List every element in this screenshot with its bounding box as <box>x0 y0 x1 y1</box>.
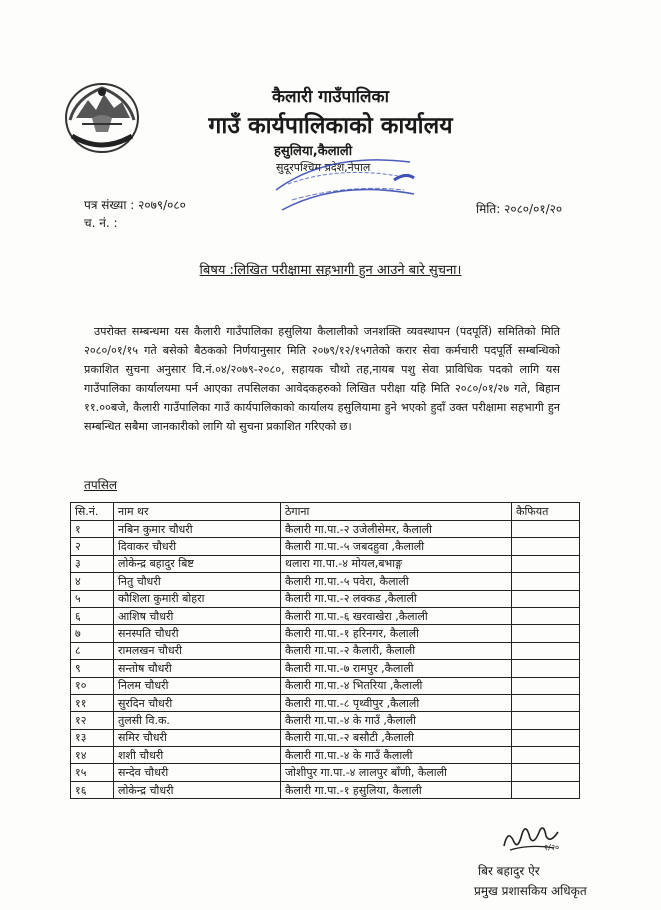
notice-body <box>84 322 560 436</box>
row-address: कैलारी गा.पा.-७ रामपुर ,कैलाली <box>281 660 512 677</box>
letter-date: मिति: २०८०/०१/२० <box>476 202 563 216</box>
row-name: सन्तोष चौधरी <box>114 660 281 677</box>
row-address: कैलारी गा.पा.-२ कैलारी, कैलाली <box>281 642 512 659</box>
row-name: सन्देव चौधरी <box>114 764 281 781</box>
row-remarks <box>512 729 580 746</box>
municipality-name: कैलारी गाउँपालिका <box>272 87 389 107</box>
row-remarks <box>512 747 580 764</box>
row-serial: ५ <box>71 590 114 607</box>
table-row <box>71 590 580 607</box>
row-address: कैलारी गा.पा.-२ लक्कड ,कैलाली <box>281 590 512 607</box>
handwritten-signature <box>500 816 562 856</box>
signatory-title: प्रमुख प्रशासकिय अधिकृत <box>474 884 587 898</box>
row-name: लोकेन्द्र चौधरी <box>114 781 281 798</box>
row-serial: १३ <box>71 729 114 746</box>
row-serial: ७ <box>71 625 114 642</box>
row-address: कैलारी गा.पा.-२ बसौटी ,कैलाली <box>281 729 512 746</box>
row-name: दिवाकर चौधरी <box>114 538 281 555</box>
signatory-name: बिर बहादुर ऐर <box>478 864 540 878</box>
header-address: ठेगाना <box>281 503 512 521</box>
table-row <box>71 764 580 781</box>
row-remarks <box>512 607 580 624</box>
row-name: सुरदिन चौधरी <box>114 694 281 711</box>
schedule-heading: तपसिल <box>84 478 118 492</box>
table-body <box>71 521 580 799</box>
row-serial: ११ <box>71 694 114 711</box>
row-remarks <box>512 642 580 659</box>
table-row <box>71 555 580 572</box>
table-row <box>71 607 580 624</box>
row-serial: ६ <box>71 607 114 624</box>
row-serial: ८ <box>71 642 114 659</box>
row-remarks <box>512 660 580 677</box>
row-serial: १२ <box>71 712 114 729</box>
row-name: लोकेन्द्र बहादुर बिष्ट <box>114 555 281 572</box>
table-row <box>71 781 580 798</box>
row-remarks <box>512 677 580 694</box>
row-remarks <box>512 712 580 729</box>
row-name: आशिष चौधरी <box>114 607 281 624</box>
table-row <box>71 694 580 711</box>
row-name: रामलखन चौधरी <box>114 642 281 659</box>
table-row <box>71 521 580 538</box>
office-location: हसुलिया,कैलाली <box>274 144 353 159</box>
row-serial: १४ <box>71 747 114 764</box>
notice-body-text: उपरोक्त सम्बन्धमा यस कैलारी गाउँपालिका हसुलिया कैलालीको जनशक्ति व्यवस्थापन (पदपूर्ति) समितिको मिति २०८०/०१/१५ गते बसेको बैठकको निर्णयानुसार मिति २०७९/१२/१५गतेको करार सेवा कर्मचारी पदपूर्ति सम्बन्धिको प्रकाशित सुचना अनुसार वि.नं.०४/२०७९-२०८०, सहायक चौथो तह,नायब पशु सेवा प्राविधिक पदको लागि यस गाउँपालिका कार्यालयमा पर्न आएका तपसिलका आवेदकहरुको लिखित परीक्षा यहि मिति २०८०/०१/२७ गते, बिहान ११.००बजे, कैलारी गाउँपालिका गाउँ कार्यपालिकाको कार्यालय हसुलियामा हुने भएको हुदाँ उक्त परीक्षामा सहभागी हुन सम्बन्धित सबैमा जानकारीको लागि यो सुचना प्रकाशित गरिएको छ। <box>84 325 560 433</box>
table-row <box>71 677 580 694</box>
table-row <box>71 573 580 590</box>
row-remarks <box>512 538 580 555</box>
row-address: कैलारी गा.पा.-२ उजेलीसेमर, कैलाली <box>281 521 512 538</box>
row-name: कौशिला कुमारी बोहरा <box>114 590 281 607</box>
row-name: सनस्पति चौधरी <box>114 625 281 642</box>
row-name: शशी चौधरी <box>114 747 281 764</box>
row-address: कैलारी गा.पा.-५ जबदहुवा ,कैलाली <box>281 538 512 555</box>
row-address: कैलारी गा.पा.-८ पृथ्वीपुर ,कैलाली <box>281 694 512 711</box>
table-row <box>71 660 580 677</box>
row-serial: २ <box>71 538 114 555</box>
row-remarks <box>512 625 580 642</box>
row-address: कैलारी गा.पा.-४ के गाउँ कैलाली <box>281 747 512 764</box>
row-remarks <box>512 694 580 711</box>
row-remarks <box>512 555 580 572</box>
row-name: नितु चौधरी <box>114 573 281 590</box>
row-remarks <box>512 590 580 607</box>
row-address: कैलारी गा.पा.-६ खरवाखेरा ,कैलाली <box>281 607 512 624</box>
subject-text: बिषय :लिखित परीक्षामा सहभागी हुन आउने बारे सुचना। <box>199 263 462 278</box>
row-remarks <box>512 764 580 781</box>
table-row <box>71 712 580 729</box>
row-serial: १५ <box>71 764 114 781</box>
row-serial: ३ <box>71 555 114 572</box>
row-address: थलारा गा.पा.-४ मोयल,बभाङ्ग <box>281 555 512 572</box>
table-row <box>71 538 580 555</box>
header-serial: सि.नं. <box>71 503 114 521</box>
table-row <box>71 642 580 659</box>
row-remarks <box>512 781 580 798</box>
row-serial: १० <box>71 677 114 694</box>
letter-number: पत्र संख्या : २०७९/०८० <box>84 198 186 212</box>
row-remarks <box>512 573 580 590</box>
table-row <box>71 625 580 642</box>
subject-line <box>0 260 661 278</box>
row-address: कैलारी गा.पा.-१ हरिनगर, कैलाली <box>281 625 512 642</box>
office-name: गाउँ कार्यपालिकाको कार्यालय <box>208 113 453 139</box>
row-address: कैलारी गा.पा.-१ हसुलिया, कैलाली <box>281 781 512 798</box>
row-serial: १ <box>71 521 114 538</box>
header-remarks: कैफियत <box>512 503 580 521</box>
province-name: सुदूरपश्चिम प्रदेश,नेपाल <box>276 161 371 174</box>
row-address: जोशीपुर गा.पा.-४ लालपुर बाँणी, कैलाली <box>281 764 512 781</box>
row-name: तुलसी वि.क. <box>114 712 281 729</box>
dispatch-number: च. नं. : <box>84 216 118 230</box>
table-row <box>71 729 580 746</box>
row-name: नबिन कुमार चौधरी <box>114 521 281 538</box>
row-serial: ९ <box>71 660 114 677</box>
header-name: नाम थर <box>114 503 281 521</box>
svg-text:१/२०: १/२० <box>544 843 560 852</box>
row-name: निलम चौधरी <box>114 677 281 694</box>
row-address: कैलारी गा.पा.-५ पवेरा, कैलाली <box>281 573 512 590</box>
office-stamp-icon <box>268 150 418 222</box>
row-serial: १६ <box>71 781 114 798</box>
candidates-table <box>70 502 580 799</box>
row-serial: ४ <box>71 573 114 590</box>
row-remarks <box>512 521 580 538</box>
table-header-row <box>71 503 580 521</box>
row-address: कैलारी गा.पा.-४ भितरिया ,कैलाली <box>281 677 512 694</box>
table-row <box>71 747 580 764</box>
row-name: समिर चौधरी <box>114 729 281 746</box>
row-address: कैलारी गा.पा.-४ के गाउँ ,कैलाली <box>281 712 512 729</box>
